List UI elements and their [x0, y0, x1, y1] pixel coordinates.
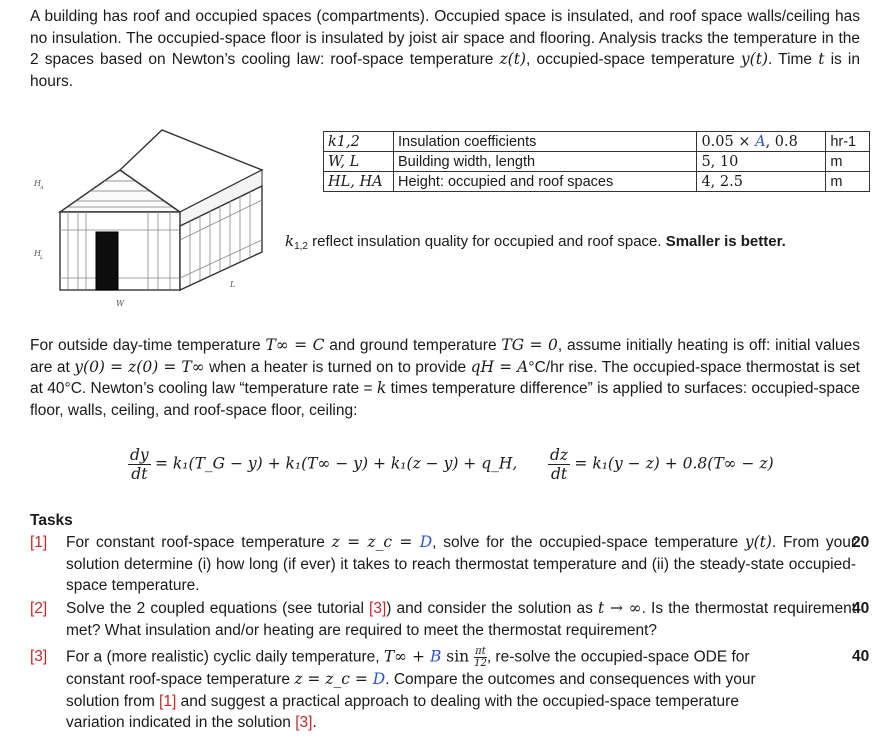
table-cell-symbol: HL, HA: [324, 172, 394, 192]
table-cell-desc: Insulation coefficients: [394, 132, 697, 152]
table-cell-desc: Building width, length: [394, 152, 697, 172]
frac-pit-12: $\frac{\pi t}{12}$: [474, 646, 487, 669]
fig-label-w: W: [116, 299, 125, 308]
fig-label-l: L: [230, 280, 236, 289]
task-3: [3] For a (more realistic) cyclic daily temperature, T∞ + B sin $\frac{\pi t}{12}$, re-solve the occupied-space ODE for constant roof-space temperature z = z_c = D. Compare the outcomes and consequences with your solution from [1] and suggest a practical approach to dealing with the occupied-space temperature variation indicated in the solution [3]. 40: [30, 646, 870, 731]
equation-dy: $\frac{dy}{dt}$ = k₁(T_G − y) + k₁(T∞ − y) + k₁(z − y) + q_H,: [130, 446, 518, 483]
table-row: [324, 132, 870, 152]
table-row: [324, 172, 870, 192]
task-number: [3]: [30, 648, 48, 665]
setup-paragraph: For outside day-time temperature T∞ = C and ground temperature TG = 0, assume initially heating is off: initial values are at y(0) = z(0) = T∞ when a heater is turned on to provide qH = A°C/hr rise. The occupied-space thermostat is set at 40°C. Newton’s cooling law “temperature rate = k times temperature difference” is applied to surfaces: occupied-space floor, walls, ceiling, and roof-space floor, ceiling:: [30, 336, 861, 419]
table-cell-unit: m: [826, 172, 870, 192]
table-row: [324, 152, 870, 172]
table-cell-value: 5, 10: [697, 152, 826, 172]
intro-yt: y(t): [740, 50, 768, 68]
intro-text-c: . Time: [768, 51, 819, 68]
intro-t: t: [818, 50, 825, 68]
table-cell-symbol: k1,2: [324, 132, 394, 152]
intro-paragraph: [30, 6, 860, 92]
svg-text:L: L: [40, 255, 44, 261]
svg-text:A: A: [40, 185, 44, 191]
intro-text-d: is in hours.: [30, 51, 860, 90]
fig-label-hl: H: [34, 249, 41, 258]
frac-dydt: $\frac{dy}{dt}$: [130, 446, 149, 483]
task-1: [1] For constant roof-space temperature z = z_c = D, solve for the occupied-space temperature y(t). From your solution determine (i) how long (if ever) it takes to reach thermostat temperature and (ii) the steady-state occupied-space temperature. 20: [30, 533, 870, 594]
fig-label-ha: H: [34, 179, 41, 188]
task-number: [2]: [30, 600, 48, 617]
building-figure: [30, 120, 280, 320]
task-score: 40: [852, 600, 870, 617]
task-score: 20: [852, 534, 870, 551]
tutorial-ref: [3]: [369, 600, 387, 617]
table-cell-desc: Height: occupied and roof spaces: [394, 172, 697, 192]
equation-dz: $\frac{dz}{dt}$ = k₁(y − z) + 0.8(T∞ − z): [550, 446, 774, 483]
intro-zt: z(t): [499, 50, 526, 68]
table-cell-unit: m: [826, 152, 870, 172]
intro-text-b: , occupied-space temperature: [526, 51, 741, 68]
frac-dzdt: $\frac{dz}{dt}$: [550, 446, 569, 483]
tasks-heading: Tasks: [30, 512, 73, 529]
table-cell-symbol: W, L: [324, 152, 394, 172]
parameter-table: [323, 131, 870, 192]
smaller-is-better: Smaller is better.: [665, 233, 786, 250]
table-cell-value: 4, 2.5: [697, 172, 826, 192]
table-cell-unit: hr-1: [826, 132, 870, 152]
table-cell-value: 0.05 × A, 0.8: [697, 132, 826, 152]
task-number: [1]: [30, 534, 48, 551]
intro-text-a: A building has roof and occupied spaces (compartments). Occupied space is insulated, and roof space walls/ceiling has no insulation. The occupied-space floor is insulated by joist air space and flooring. Analysis tracks the temperature in the 2 spaces based on Newton’s cooling law: roof-space temperature: [30, 8, 860, 68]
insulation-note: $k_{1,2}$ reflect insulation quality for occupied and roof space. Smaller is better.: [285, 232, 786, 252]
task-score: 40: [852, 648, 870, 665]
task-2: [2] Solve the 2 coupled equations (see tutorial [3]) and consider the solution as t → ∞. Is the thermostat requirement met? What insulation and/or heating are required to meet the thermostat requirement? 40: [30, 599, 870, 639]
